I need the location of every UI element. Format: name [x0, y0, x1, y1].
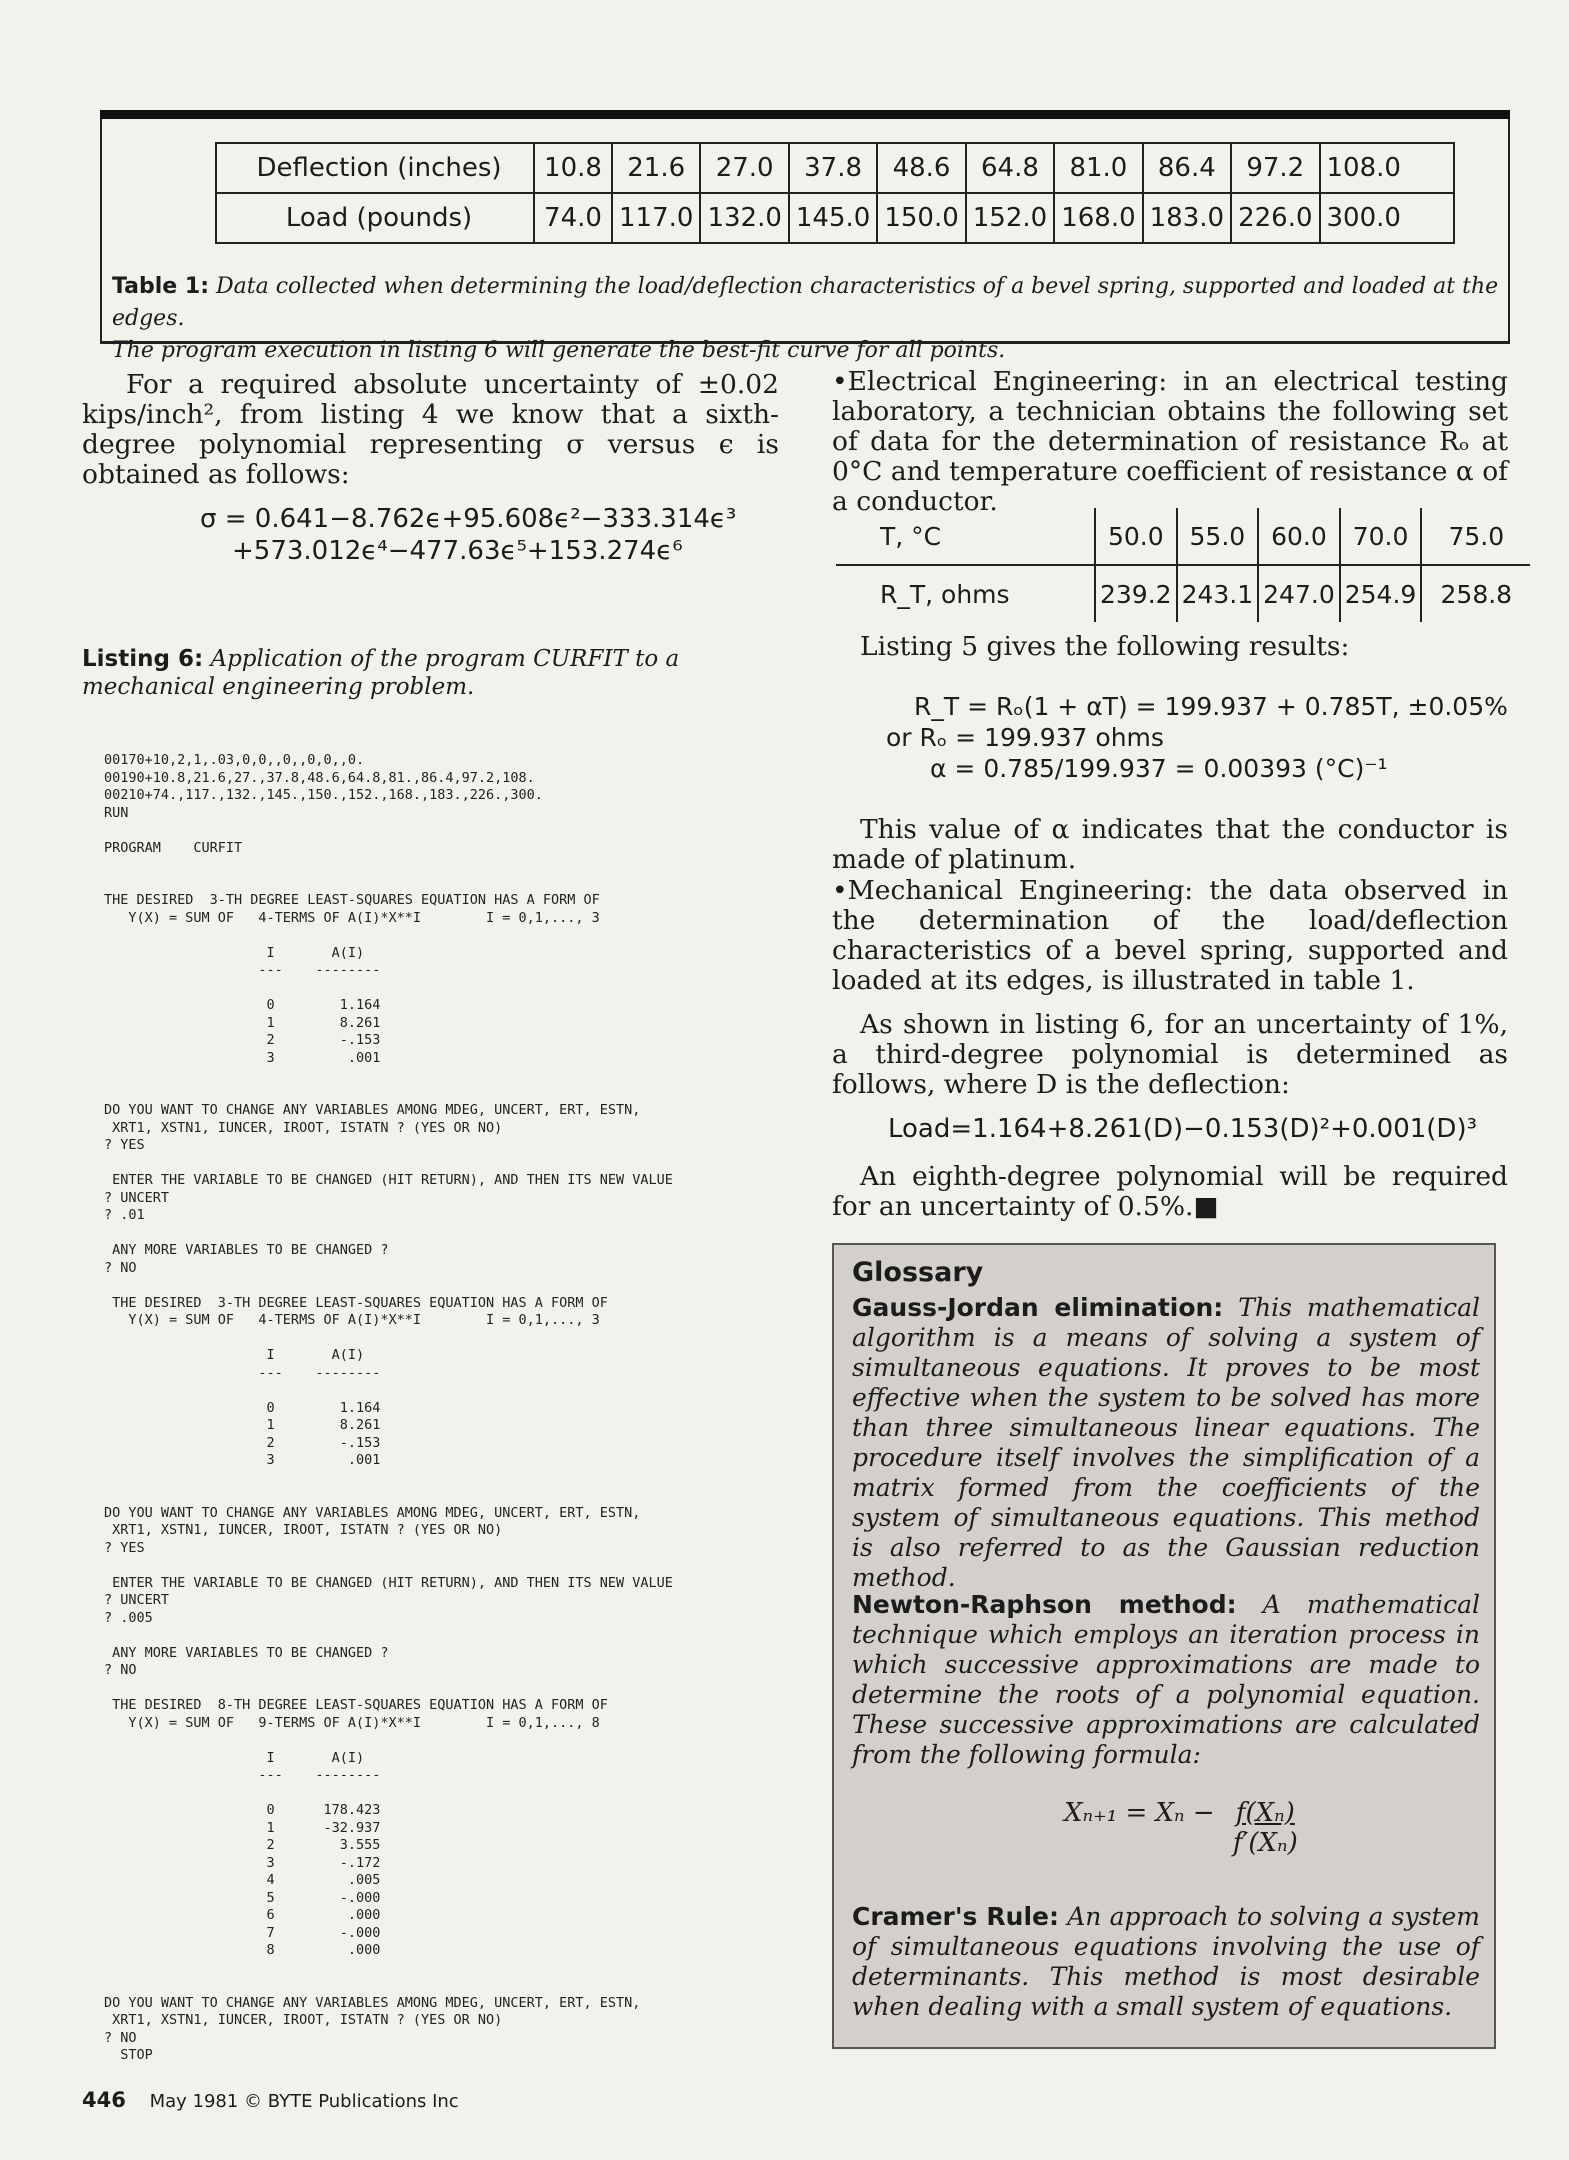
mechanical-paragraph: •Mechanical Engineering: the data observed in the determination of the load/deflection characteristics of a bevel spring, supported and loaded at its edges, is illustrated in table 1.	[832, 875, 1508, 996]
resistance-table	[836, 508, 1530, 622]
formula-fraction	[1233, 1798, 1298, 1858]
table-cell: 254.9	[1340, 565, 1422, 622]
table-cell: 243.1	[1177, 565, 1259, 622]
page-footer	[82, 2088, 459, 2112]
term: Newton-Raphson method:	[852, 1590, 1237, 1619]
listing-title: Application of the program CURFIT to a mechanical engineering problem.	[82, 646, 680, 700]
table1-box	[100, 119, 1510, 363]
table-cell: 183.0	[1143, 193, 1231, 243]
table1-caption	[112, 271, 1502, 367]
term: Cramer's Rule:	[852, 1902, 1059, 1931]
table-cell: 168.0	[1054, 193, 1142, 243]
glossary-newton-raphson	[852, 1590, 1480, 1770]
glossary-gauss-jordan	[852, 1293, 1480, 1593]
listing6-paragraph: As shown in listing 6, for an uncertainty of 1%, a third-degree polynomial is determined as follows, where D is the deflection:	[832, 1009, 1508, 1100]
glossary-box	[832, 1243, 1496, 2049]
table-cell: 81.0	[1054, 143, 1142, 193]
table-cell: 108.0	[1320, 143, 1454, 193]
table-cell: Load (pounds)	[216, 193, 534, 243]
glossary-title: Glossary	[852, 1257, 984, 1288]
footer-text: May 1981 © BYTE Publications Inc	[149, 2091, 459, 2112]
table-row	[216, 143, 1454, 193]
table-cell: 70.0	[1340, 508, 1422, 565]
table-cell: 132.0	[700, 193, 788, 243]
load-equation: Load=1.164+8.261(D)−0.153(D)²+0.001(D)³	[888, 1114, 1478, 1144]
alpha-equation: α = 0.785/199.937 = 0.00393 (°C)⁻¹	[930, 754, 1388, 783]
table1	[215, 142, 1455, 244]
page-number: 446	[82, 2088, 126, 2112]
table-cell: 37.8	[789, 143, 877, 193]
listing-label: Listing 6:	[82, 646, 204, 672]
definition: A mathematical technique which employs an iteration process in which successive approximations are made to determine the roots of a polynomial equation. These successive approximations are calculated from the following formula:	[852, 1590, 1480, 1769]
term: Gauss-Jordan elimination:	[852, 1293, 1224, 1322]
ro-equation: or Rₒ = 199.937 ohms	[886, 723, 1164, 752]
definition: An approach to solving a system of simultaneous equations involving the use of determinants. This method is most desirable when dealing with a small system of equations.	[852, 1902, 1480, 2021]
table-cell: 21.6	[612, 143, 700, 193]
caption-label: Table 1:	[112, 274, 209, 299]
table-cell: 226.0	[1231, 193, 1319, 243]
caption-line1: Data collected when determining the load/deflection characteristics of a bevel spring, supported and loaded at the edges.	[112, 274, 1499, 331]
table-header: R_T, ohms	[880, 579, 1010, 609]
table-cell: 50.0	[1095, 508, 1177, 565]
sigma-equation-line2: +573.012ϵ⁴−477.63ϵ⁵+153.274ϵ⁶	[232, 536, 683, 566]
table-row	[216, 193, 1454, 243]
table-cell: 75.0	[1421, 508, 1530, 565]
caption-line2: The program execution in listing 6 will generate the best-fit curve for all points.	[112, 338, 1006, 363]
listing-caption	[82, 645, 782, 701]
table-cell: 48.6	[877, 143, 965, 193]
table-header: T, °C	[836, 508, 1095, 565]
table-cell: 117.0	[612, 193, 700, 243]
glossary-cramers-rule	[852, 1902, 1480, 2022]
top-rule	[100, 110, 1510, 119]
eighth-degree-paragraph: An eighth-degree polynomial will be required for an uncertainty of 0.5%.■	[832, 1161, 1508, 1222]
sigma-equation-line1: σ = 0.641−8.762ϵ+95.608ϵ²−333.314ϵ³	[200, 504, 737, 534]
table-cell: 239.2	[1095, 565, 1177, 622]
table-cell: 64.8	[966, 143, 1054, 193]
table-cell: 10.8	[534, 143, 612, 193]
table-cell: 55.0	[1177, 508, 1259, 565]
formula-numerator: f(Xₙ)	[1235, 1798, 1295, 1828]
table-cell: 300.0	[1320, 193, 1454, 243]
table-cell: 97.2	[1231, 143, 1319, 193]
table-cell: Deflection (inches)	[216, 143, 534, 193]
table-cell: 247.0	[1258, 565, 1340, 622]
electrical-paragraph: •Electrical Engineering: in an electrical testing laboratory, a technician obtains the following set of data for the determination of resistance Rₒ at 0°C and temperature coefficient of resistance α of a conductor.	[832, 366, 1508, 517]
formula-lhs: Xₙ₊₁ = Xₙ −	[1064, 1798, 1215, 1828]
table-cell: 60.0	[1258, 508, 1340, 565]
newton-formula	[1064, 1798, 1298, 1858]
table-cell: 152.0	[966, 193, 1054, 243]
formula-denominator: f′(Xₙ)	[1232, 1828, 1298, 1858]
table-cell: 258.8	[1421, 565, 1530, 622]
table-cell: 74.0	[534, 193, 612, 243]
listing-code: 00170+10,2,1,.03,0,0,,0,,0,0,,0. 00190+10.8,21.6,27.,37.8,48.6,64.8,81.,86.4,97.2,108. 00210+74.,117.,132.,145.,150.,152.,168.,183.,226.,300. RUN PROGRAM CURFIT THE DESIRED 3-TH DEGREE LEAST-SQUARES EQUATION HAS A FORM OF Y(X) = SUM OF 4-TERMS OF A(I)*X**I I = 0,1,..., 3 I A(I) --- -------- 0 1.164 1 8.261 2 -.153 3 .001 DO YOU WANT TO CHANGE ANY VARIABLES AMONG MDEG, UNCERT, ERT, ESTN, XRT1, XSTN1, IUNCER, IROOT, ISTATN ? (YES OR NO) ? YES ENTER THE VARIABLE TO BE CHANGED (HIT RETURN), AND THEN ITS NEW VALUE ? UNCERT ? .01 ANY MORE VARIABLES TO BE CHANGED ? ? NO THE DESIRED 3-TH DEGREE LEAST-SQUARES EQUATION HAS A FORM OF Y(X) = SUM OF 4-TERMS OF A(I)*X**I I = 0,1,..., 3 I A(I) --- -------- 0 1.164 1 8.261 2 -.153 3 .001 DO YOU WANT TO CHANGE ANY VARIABLES AMONG MDEG, UNCERT, ERT, ESTN, XRT1, XSTN1, IUNCER, IROOT, ISTATN ? (YES OR NO) ? YES ENTER THE VARIABLE TO BE CHANGED (HIT RETURN), AND THEN ITS NEW VALUE ? UNCERT ? .005 ANY MORE VARIABLES TO BE CHANGED ? ? NO THE DESIRED 8-TH DEGREE LEAST-SQUARES EQUATION HAS A FORM OF Y(X) = SUM OF 9-TERMS OF A(I)*X**I I = 0,1,..., 8 I A(I) --- -------- 0 178.423 1 -32.937 2 3.555 3 -.172 4 .005 5 -.000 6 .000 7 -.000 8 .000 DO YOU WANT TO CHANGE ANY VARIABLES AMONG MDEG, UNCERT, ERT, ESTN, XRT1, XSTN1, IUNCER, IROOT, ISTATN ? (YES OR NO) ? NO STOP	[104, 752, 673, 2063]
table-row	[836, 565, 1530, 622]
platinum-paragraph: This value of α indicates that the conductor is made of platinum.	[832, 814, 1508, 875]
intro-paragraph: For a required absolute uncertainty of ±0.02 kips/inch², from listing 4 we know that a sixth-degree polynomial representing σ versus ϵ is obtained as follows:	[82, 369, 779, 490]
table-row	[836, 508, 1530, 565]
table-cell: 86.4	[1143, 143, 1231, 193]
results-intro: Listing 5 gives the following results:	[860, 631, 1350, 662]
rt-equation: R_T = Rₒ(1 + αT) = 199.937 + 0.785T, ±0.05%	[914, 692, 1508, 721]
definition: This mathematical algorithm is a means of solving a system of simultaneous equations. It proves to be most effective when the system to be solved has more than three simultaneous linear equations. The procedure itself involves the simplification of a matrix formed from the coefficients of the system of simultaneous equations. This method is also referred to as the Gaussian reduction method.	[852, 1293, 1480, 1592]
table-cell: 27.0	[700, 143, 788, 193]
table-cell: 145.0	[789, 193, 877, 243]
table-cell: 150.0	[877, 193, 965, 243]
